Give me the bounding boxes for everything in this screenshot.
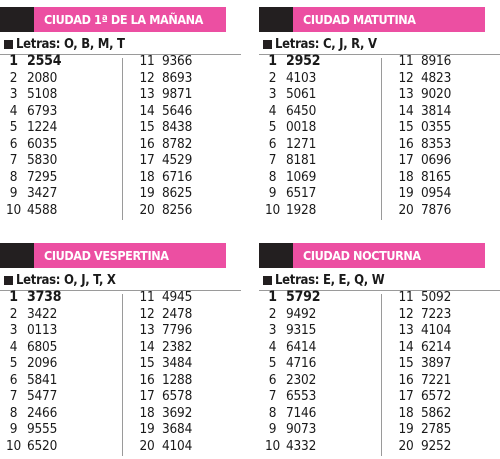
- result-row: [0, 405, 120, 422]
- result-row: [391, 169, 500, 186]
- position: 8: [9, 404, 18, 421]
- result-row: [0, 169, 120, 186]
- position: 6: [268, 135, 277, 152]
- result-row: [391, 306, 500, 323]
- number: 2096: [27, 355, 58, 372]
- result-row: [132, 202, 241, 219]
- result-row: [259, 372, 379, 389]
- result-row: [132, 405, 241, 422]
- position: 7: [268, 388, 277, 405]
- results-column-left: [259, 53, 379, 218]
- position: 1: [9, 53, 18, 70]
- number: 4588: [27, 201, 58, 218]
- position: 19: [139, 185, 155, 202]
- number: 5862: [421, 404, 452, 421]
- position: 2: [9, 69, 18, 86]
- result-row: [132, 355, 241, 372]
- result-row: [391, 86, 500, 103]
- number: 3692: [162, 404, 193, 421]
- position: 13: [398, 86, 414, 103]
- result-row: [132, 339, 241, 356]
- result-row: [132, 103, 241, 120]
- result-row: [391, 405, 500, 422]
- result-row: [259, 103, 379, 120]
- position: 20: [139, 437, 155, 454]
- result-row: [0, 372, 120, 389]
- result-row: [0, 388, 120, 405]
- result-row: [391, 388, 500, 405]
- position: 10: [5, 437, 22, 454]
- position: 2: [268, 69, 277, 86]
- result-row: [391, 103, 500, 120]
- letras-text: Letras: C, J, R, V: [275, 36, 377, 52]
- position: 7: [9, 388, 18, 405]
- result-row: [259, 421, 379, 438]
- number: 6578: [162, 388, 193, 405]
- number: 9366: [162, 53, 193, 70]
- number: 6793: [27, 102, 58, 119]
- result-row: [259, 185, 379, 202]
- results-panel-vespertina: [0, 236, 241, 459]
- number: 2302: [286, 371, 317, 388]
- number: 3897: [421, 355, 452, 372]
- position: 14: [139, 338, 155, 355]
- position: 12: [398, 69, 414, 86]
- result-row: [132, 86, 241, 103]
- number: 3422: [27, 305, 58, 322]
- number: 5830: [27, 152, 58, 169]
- letras-line: [0, 272, 116, 288]
- number: 7796: [162, 322, 193, 339]
- result-row: [259, 306, 379, 323]
- result-row: [132, 136, 241, 153]
- result-row: [259, 70, 379, 87]
- panel-header: [259, 243, 485, 268]
- column-divider: [381, 58, 382, 220]
- number: 0355: [421, 119, 452, 136]
- position: 9: [9, 421, 18, 438]
- number: 7146: [286, 404, 317, 421]
- position: 6: [9, 371, 18, 388]
- number: 6450: [286, 102, 317, 119]
- position: 9: [9, 185, 18, 202]
- result-row: [0, 421, 120, 438]
- position: 20: [398, 437, 414, 454]
- result-row: [0, 136, 120, 153]
- result-row: [259, 438, 379, 455]
- result-row: [259, 152, 379, 169]
- position: 3: [9, 322, 18, 339]
- position: 10: [264, 201, 281, 218]
- result-row: [0, 86, 120, 103]
- position: 17: [398, 152, 414, 169]
- results-panel-primera-manana: [0, 0, 241, 223]
- position: 13: [139, 322, 155, 339]
- position: 10: [5, 201, 22, 218]
- position: 7: [9, 152, 18, 169]
- number: 1069: [286, 168, 317, 185]
- number: 6035: [27, 135, 58, 152]
- square-bullet-icon: [4, 276, 13, 285]
- panel-title: CIUDAD MATUTINA: [293, 7, 485, 32]
- number: 9252: [421, 437, 452, 454]
- position: 15: [398, 119, 414, 136]
- position: 17: [139, 388, 155, 405]
- header-black-block: [0, 243, 34, 268]
- position: 16: [398, 135, 414, 152]
- position: 4: [9, 102, 18, 119]
- number: 5646: [162, 102, 193, 119]
- number: 0018: [286, 119, 317, 136]
- number: 5092: [421, 289, 452, 306]
- number: 4104: [421, 322, 452, 339]
- panel-header: [259, 7, 485, 32]
- number: 1288: [162, 371, 193, 388]
- number: 4823: [421, 69, 452, 86]
- result-row: [132, 388, 241, 405]
- result-row: [132, 152, 241, 169]
- results-panel-matutina: [259, 0, 500, 223]
- position: 2: [9, 305, 18, 322]
- position: 8: [9, 168, 18, 185]
- result-row: [132, 306, 241, 323]
- position: 14: [398, 102, 414, 119]
- number: 2952: [286, 53, 321, 70]
- result-row: [132, 421, 241, 438]
- position: 13: [139, 86, 155, 103]
- number: 7221: [421, 371, 452, 388]
- number: 8353: [421, 135, 452, 152]
- result-row: [259, 339, 379, 356]
- position: 3: [268, 86, 277, 103]
- number: 8782: [162, 135, 193, 152]
- number: 9315: [286, 322, 317, 339]
- position: 12: [139, 305, 155, 322]
- result-row: [0, 438, 120, 455]
- number: 4529: [162, 152, 193, 169]
- position: 12: [398, 305, 414, 322]
- results-column-left: [259, 289, 379, 454]
- position: 10: [264, 437, 281, 454]
- number: 6520: [27, 437, 58, 454]
- number: 5841: [27, 371, 58, 388]
- number: 8181: [286, 152, 317, 169]
- number: 8165: [421, 168, 452, 185]
- panel-title: CIUDAD VESPERTINA: [34, 243, 226, 268]
- result-row: [259, 119, 379, 136]
- results-panel-nocturna: [259, 236, 500, 459]
- position: 16: [139, 371, 155, 388]
- number: 4104: [162, 437, 193, 454]
- result-row: [391, 322, 500, 339]
- position: 11: [398, 289, 414, 306]
- result-row: [0, 322, 120, 339]
- position: 5: [9, 119, 18, 136]
- result-row: [0, 355, 120, 372]
- number: 3738: [27, 289, 62, 306]
- position: 4: [9, 338, 18, 355]
- results-column-right: [132, 289, 241, 454]
- letras-text: Letras: O, B, M, T: [16, 36, 125, 52]
- result-row: [391, 53, 500, 70]
- number: 9492: [286, 305, 317, 322]
- number: 2466: [27, 404, 58, 421]
- number: 4716: [286, 355, 317, 372]
- result-row: [259, 289, 379, 306]
- result-row: [132, 185, 241, 202]
- position: 18: [398, 404, 414, 421]
- position: 1: [9, 289, 18, 306]
- number: 4332: [286, 437, 317, 454]
- position: 18: [398, 168, 414, 185]
- result-row: [259, 169, 379, 186]
- result-row: [0, 53, 120, 70]
- panel-title: CIUDAD NOCTURNA: [293, 243, 485, 268]
- position: 4: [268, 102, 277, 119]
- position: 11: [139, 289, 155, 306]
- results-column-right: [132, 53, 241, 218]
- result-row: [132, 53, 241, 70]
- result-row: [259, 136, 379, 153]
- number: 8256: [162, 201, 193, 218]
- position: 17: [139, 152, 155, 169]
- number: 1224: [27, 119, 58, 136]
- number: 2382: [162, 338, 193, 355]
- result-row: [391, 438, 500, 455]
- panel-header: [0, 7, 226, 32]
- letras-line: [259, 272, 384, 288]
- letras-line: [0, 36, 125, 52]
- result-row: [132, 289, 241, 306]
- number: 3427: [27, 185, 58, 202]
- position: 14: [398, 338, 414, 355]
- number: 1271: [286, 135, 317, 152]
- result-row: [391, 136, 500, 153]
- number: 3684: [162, 421, 193, 438]
- column-divider: [122, 58, 123, 220]
- result-row: [391, 119, 500, 136]
- number: 0696: [421, 152, 452, 169]
- position: 6: [9, 135, 18, 152]
- position: 9: [268, 185, 277, 202]
- number: 9073: [286, 421, 317, 438]
- number: 4945: [162, 289, 193, 306]
- position: 1: [268, 289, 277, 306]
- panel-title: CIUDAD 1ª DE LA MAÑANA: [34, 7, 226, 32]
- position: 6: [268, 371, 277, 388]
- position: 3: [268, 322, 277, 339]
- number: 9871: [162, 86, 193, 103]
- number: 8438: [162, 119, 193, 136]
- result-row: [0, 152, 120, 169]
- position: 11: [139, 53, 155, 70]
- header-black-block: [0, 7, 34, 32]
- letras-text: Letras: O, J, T, X: [16, 272, 116, 288]
- number: 0954: [421, 185, 452, 202]
- number: 6716: [162, 168, 193, 185]
- number: 8625: [162, 185, 193, 202]
- letras-line: [259, 36, 377, 52]
- result-row: [0, 306, 120, 323]
- position: 2: [268, 305, 277, 322]
- result-row: [259, 322, 379, 339]
- header-black-block: [259, 243, 293, 268]
- position: 12: [139, 69, 155, 86]
- header-black-block: [259, 7, 293, 32]
- square-bullet-icon: [263, 40, 272, 49]
- position: 13: [398, 322, 414, 339]
- number: 6805: [27, 338, 58, 355]
- position: 5: [9, 355, 18, 372]
- result-row: [391, 421, 500, 438]
- position: 14: [139, 102, 155, 119]
- number: 6414: [286, 338, 317, 355]
- number: 8693: [162, 69, 193, 86]
- position: 19: [398, 185, 414, 202]
- number: 1928: [286, 201, 317, 218]
- number: 7295: [27, 168, 58, 185]
- number: 6553: [286, 388, 317, 405]
- column-divider: [122, 294, 123, 456]
- square-bullet-icon: [263, 276, 272, 285]
- position: 18: [139, 404, 155, 421]
- number: 2478: [162, 305, 193, 322]
- position: 20: [398, 201, 414, 218]
- number: 2785: [421, 421, 452, 438]
- result-row: [391, 339, 500, 356]
- result-row: [259, 355, 379, 372]
- results-column-left: [0, 53, 120, 218]
- number: 6517: [286, 185, 317, 202]
- position: 16: [398, 371, 414, 388]
- panel-header: [0, 243, 226, 268]
- number: 5061: [286, 86, 317, 103]
- result-row: [0, 70, 120, 87]
- result-row: [132, 438, 241, 455]
- position: 7: [268, 152, 277, 169]
- result-row: [0, 289, 120, 306]
- position: 19: [398, 421, 414, 438]
- position: 5: [268, 119, 277, 136]
- result-row: [0, 185, 120, 202]
- result-row: [0, 202, 120, 219]
- number: 0113: [27, 322, 58, 339]
- result-row: [132, 70, 241, 87]
- number: 5108: [27, 86, 58, 103]
- result-row: [391, 185, 500, 202]
- result-row: [259, 202, 379, 219]
- position: 17: [398, 388, 414, 405]
- number: 2554: [27, 53, 62, 70]
- result-row: [0, 103, 120, 120]
- results-column-left: [0, 289, 120, 454]
- result-row: [391, 289, 500, 306]
- result-row: [259, 53, 379, 70]
- result-row: [259, 388, 379, 405]
- position: 8: [268, 404, 277, 421]
- position: 19: [139, 421, 155, 438]
- results-column-right: [391, 289, 500, 454]
- column-divider: [381, 294, 382, 456]
- position: 20: [139, 201, 155, 218]
- position: 16: [139, 135, 155, 152]
- result-row: [391, 152, 500, 169]
- number: 5792: [286, 289, 321, 306]
- position: 1: [268, 53, 277, 70]
- result-row: [0, 119, 120, 136]
- position: 15: [139, 119, 155, 136]
- number: 9555: [27, 421, 58, 438]
- position: 18: [139, 168, 155, 185]
- result-row: [391, 70, 500, 87]
- letras-text: Letras: E, E, Q, W: [275, 272, 385, 288]
- position: 11: [398, 53, 414, 70]
- number: 7223: [421, 305, 452, 322]
- number: 8916: [421, 53, 452, 70]
- results-column-right: [391, 53, 500, 218]
- position: 15: [398, 355, 414, 372]
- number: 6214: [421, 338, 452, 355]
- result-row: [391, 202, 500, 219]
- position: 9: [268, 421, 277, 438]
- position: 5: [268, 355, 277, 372]
- square-bullet-icon: [4, 40, 13, 49]
- position: 3: [9, 86, 18, 103]
- number: 3484: [162, 355, 193, 372]
- result-row: [259, 405, 379, 422]
- position: 8: [268, 168, 277, 185]
- result-row: [132, 372, 241, 389]
- position: 15: [139, 355, 155, 372]
- number: 6572: [421, 388, 452, 405]
- number: 9020: [421, 86, 452, 103]
- result-row: [132, 322, 241, 339]
- number: 5477: [27, 388, 58, 405]
- result-row: [391, 372, 500, 389]
- result-row: [391, 355, 500, 372]
- result-row: [132, 169, 241, 186]
- number: 2080: [27, 69, 58, 86]
- result-row: [132, 119, 241, 136]
- result-row: [259, 86, 379, 103]
- number: 7876: [421, 201, 452, 218]
- result-row: [0, 339, 120, 356]
- number: 4103: [286, 69, 317, 86]
- position: 4: [268, 338, 277, 355]
- number: 3814: [421, 102, 452, 119]
